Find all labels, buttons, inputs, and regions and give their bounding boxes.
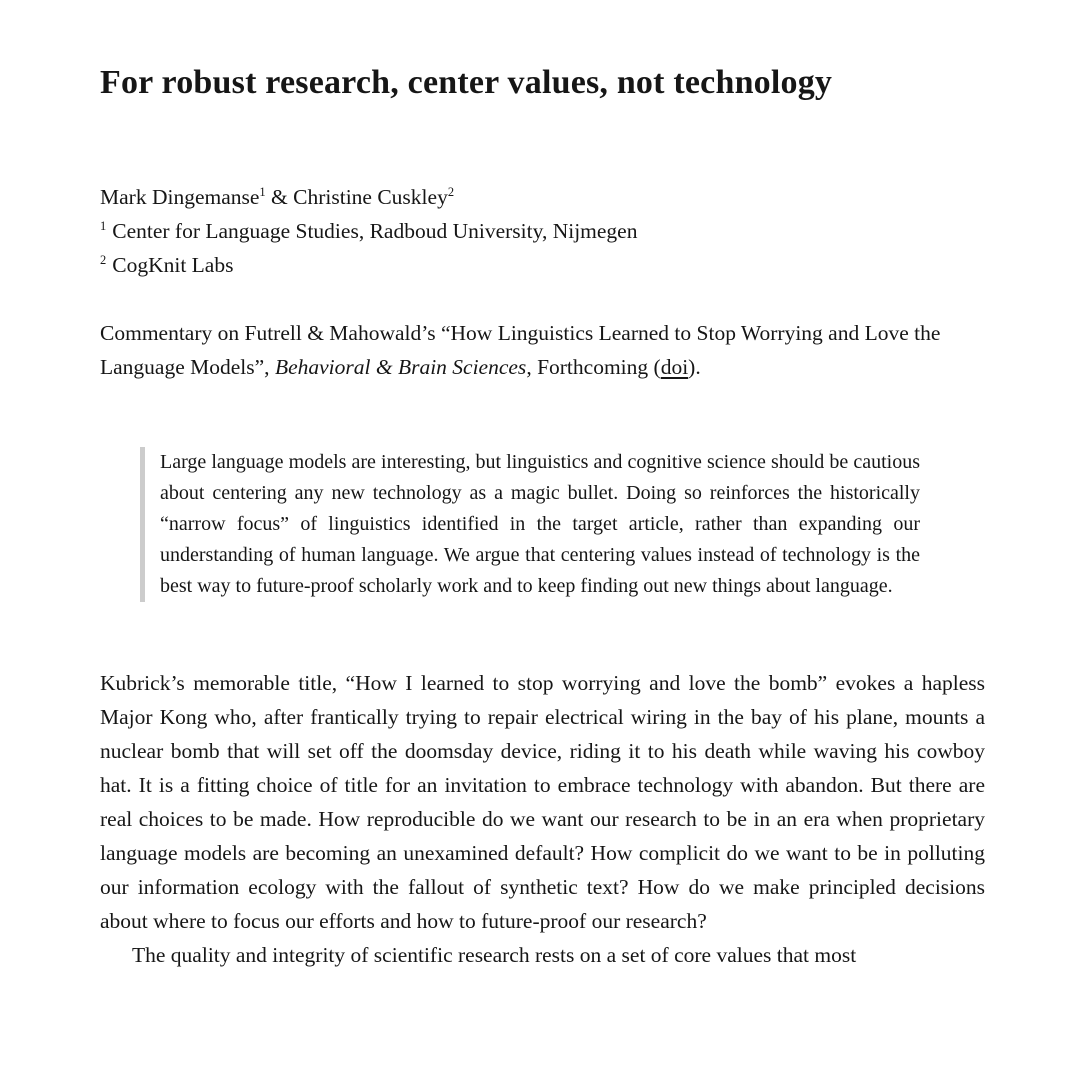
author-1-affiliation-mark: 1 (259, 184, 266, 199)
author-block (100, 180, 985, 282)
body-paragraph-1: Kubrick’s memorable title, “How I learned to stop worrying and love the bomb” evokes a hapless Major Kong who, after frantically trying to repair electrical wiring in the bay of his plane, mounts a nuclear bomb that will set off the doomsday device, riding it to his death while waving his cowboy hat. It is a fitting choice of title for an invitation to embrace technology with abandon. But there are real choices to be made. How reproducible do we want our research to be in an era when proprietary language models are becoming an unexamined default? How complicit do we want to be in polluting our information ecology with the fallout of synthetic text? How do we make principled decisions about where to focus our efforts and how to future-proof our research? (100, 671, 985, 933)
affiliation-2 (100, 248, 985, 282)
body-paragraph-2: The quality and integrity of scientific research rests on a set of core values that most (132, 943, 857, 967)
doi-link[interactable]: doi (660, 355, 689, 379)
affiliation-2-text: CogKnit Labs (112, 253, 234, 277)
author-separator: & (265, 185, 294, 209)
author-2-affiliation-mark: 2 (447, 184, 455, 199)
abstract-blockquote: Large language models are interesting, but linguistics and cognitive science should be cautious about centering any new technology as a magic bullet. Doing so reinforces the historically “narrow focus” of linguistics identified in the target article, rather than expanding our understanding of human language. We argue that centering values instead of technology is the best way to future-proof scholarly work and to keep finding out new things about language. (140, 447, 920, 602)
affiliation-1-mark: 1 (100, 218, 107, 233)
affiliation-2-mark: 2 (100, 252, 107, 267)
paper-title: For robust research, center values, not technology (100, 64, 833, 101)
affiliation-1 (100, 214, 985, 248)
commentary-suffix: ). (688, 355, 701, 379)
author-1-name: Mark Dingemanse (100, 185, 260, 209)
commentary-middle: , Forthcoming ( (526, 355, 661, 379)
journal-name: Behavioral & Brain Sciences (274, 355, 527, 379)
author-2-name: Christine Cuskley (293, 185, 448, 209)
commentary-note (100, 316, 985, 384)
paper-page (0, 62, 1080, 972)
commentary-prefix: Commentary on Futrell & Mahowald’s “How Linguistics Learned to Stop Worrying and Love the Language Models”, (100, 321, 941, 379)
affiliation-1-text: Center for Language Studies, Radboud University, Nijmegen (112, 219, 638, 243)
author-line (100, 180, 985, 214)
